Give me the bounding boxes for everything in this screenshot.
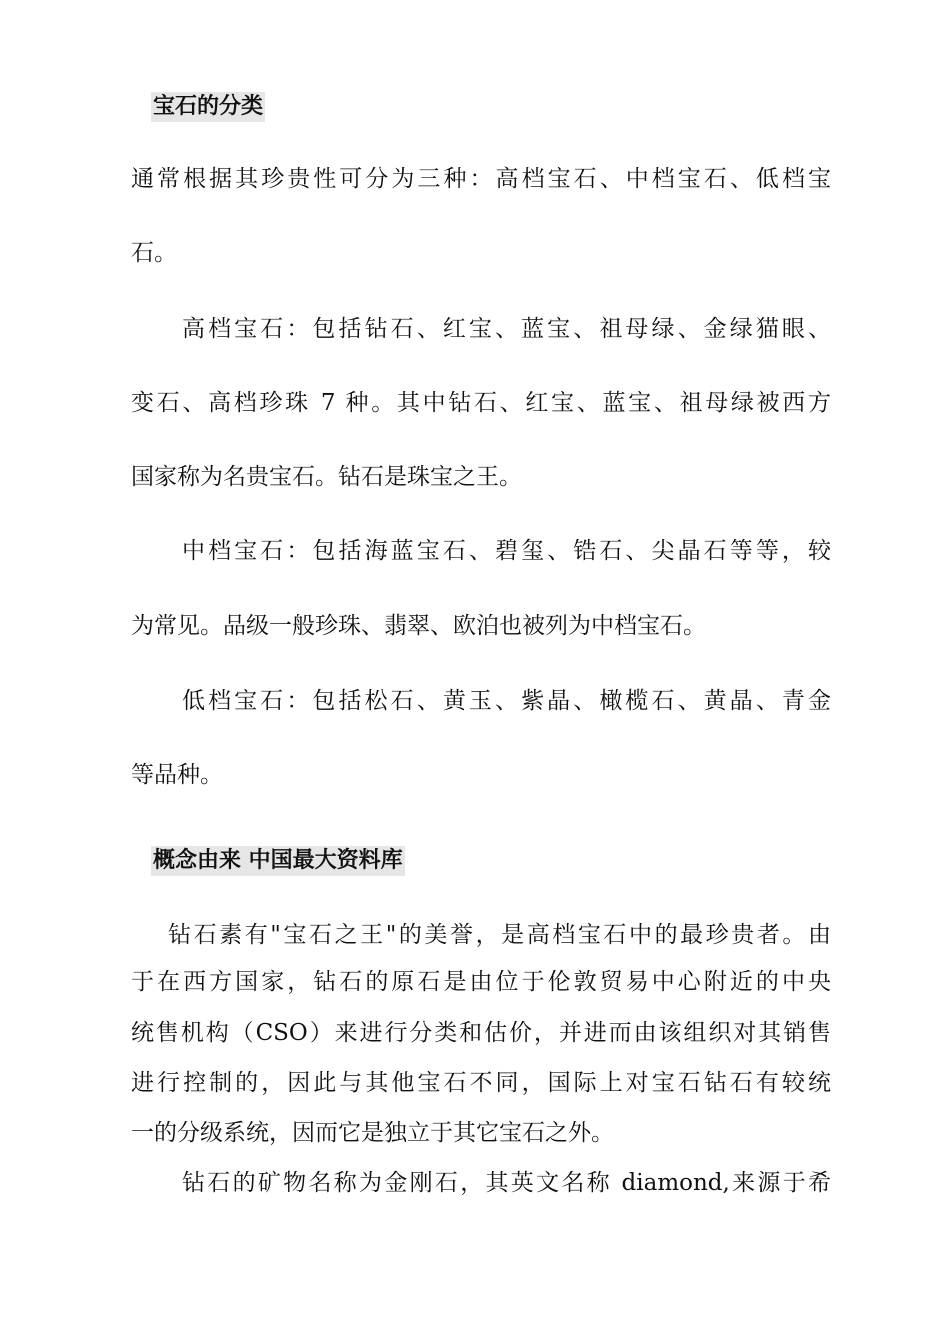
- paragraph-line: 为常见。品级一般珍珠、翡翠、欧泊也被列为中档宝石。: [131, 613, 706, 639]
- section-heading-gem-classification: 宝石的分类: [151, 92, 265, 122]
- paragraph-line: 统售机构（CSO）来进行分类和估价，并进而由该组织对其销售: [131, 1020, 831, 1046]
- paragraph-line: 等品种。: [131, 762, 223, 788]
- paragraph-line: 进行控制的，因此与其他宝石不同，国际上对宝石钻石有较统: [131, 1070, 831, 1096]
- paragraph-line: 中档宝石：包括海蓝宝石、碧玺、锆石、尖晶石等等，较: [182, 538, 831, 564]
- paragraph-line: 于在西方国家，钻石的原石是由位于伦敦贸易中心附近的中央: [131, 969, 831, 995]
- paragraph-line: 一的分级系统，因而它是独立于其它宝石之外。: [131, 1120, 614, 1146]
- paragraph-line: 石。: [131, 240, 177, 266]
- paragraph-line: 高档宝石：包括钻石、红宝、蓝宝、祖母绿、金绿猫眼、: [182, 316, 831, 342]
- section-heading-concept-origin: 概念由来 中国最大资料库: [151, 846, 405, 876]
- paragraph-line: 低档宝石：包括松石、黄玉、紫晶、橄榄石、黄晶、青金: [182, 688, 831, 714]
- paragraph-line: 钻石素有"宝石之王"的美誉，是高档宝石中的最珍贵者。由: [168, 922, 831, 948]
- paragraph-line: 国家称为名贵宝石。钻石是珠宝之王。: [131, 464, 522, 490]
- paragraph-line: 变石、高档珍珠 7 种。其中钻石、红宝、蓝宝、祖母绿被西方: [131, 390, 831, 416]
- paragraph-line: 钻石的矿物名称为金刚石，其英文名称 diamond,来源于希: [182, 1170, 831, 1196]
- paragraph-line: 通常根据其珍贵性可分为三种：高档宝石、中档宝石、低档宝: [131, 166, 831, 192]
